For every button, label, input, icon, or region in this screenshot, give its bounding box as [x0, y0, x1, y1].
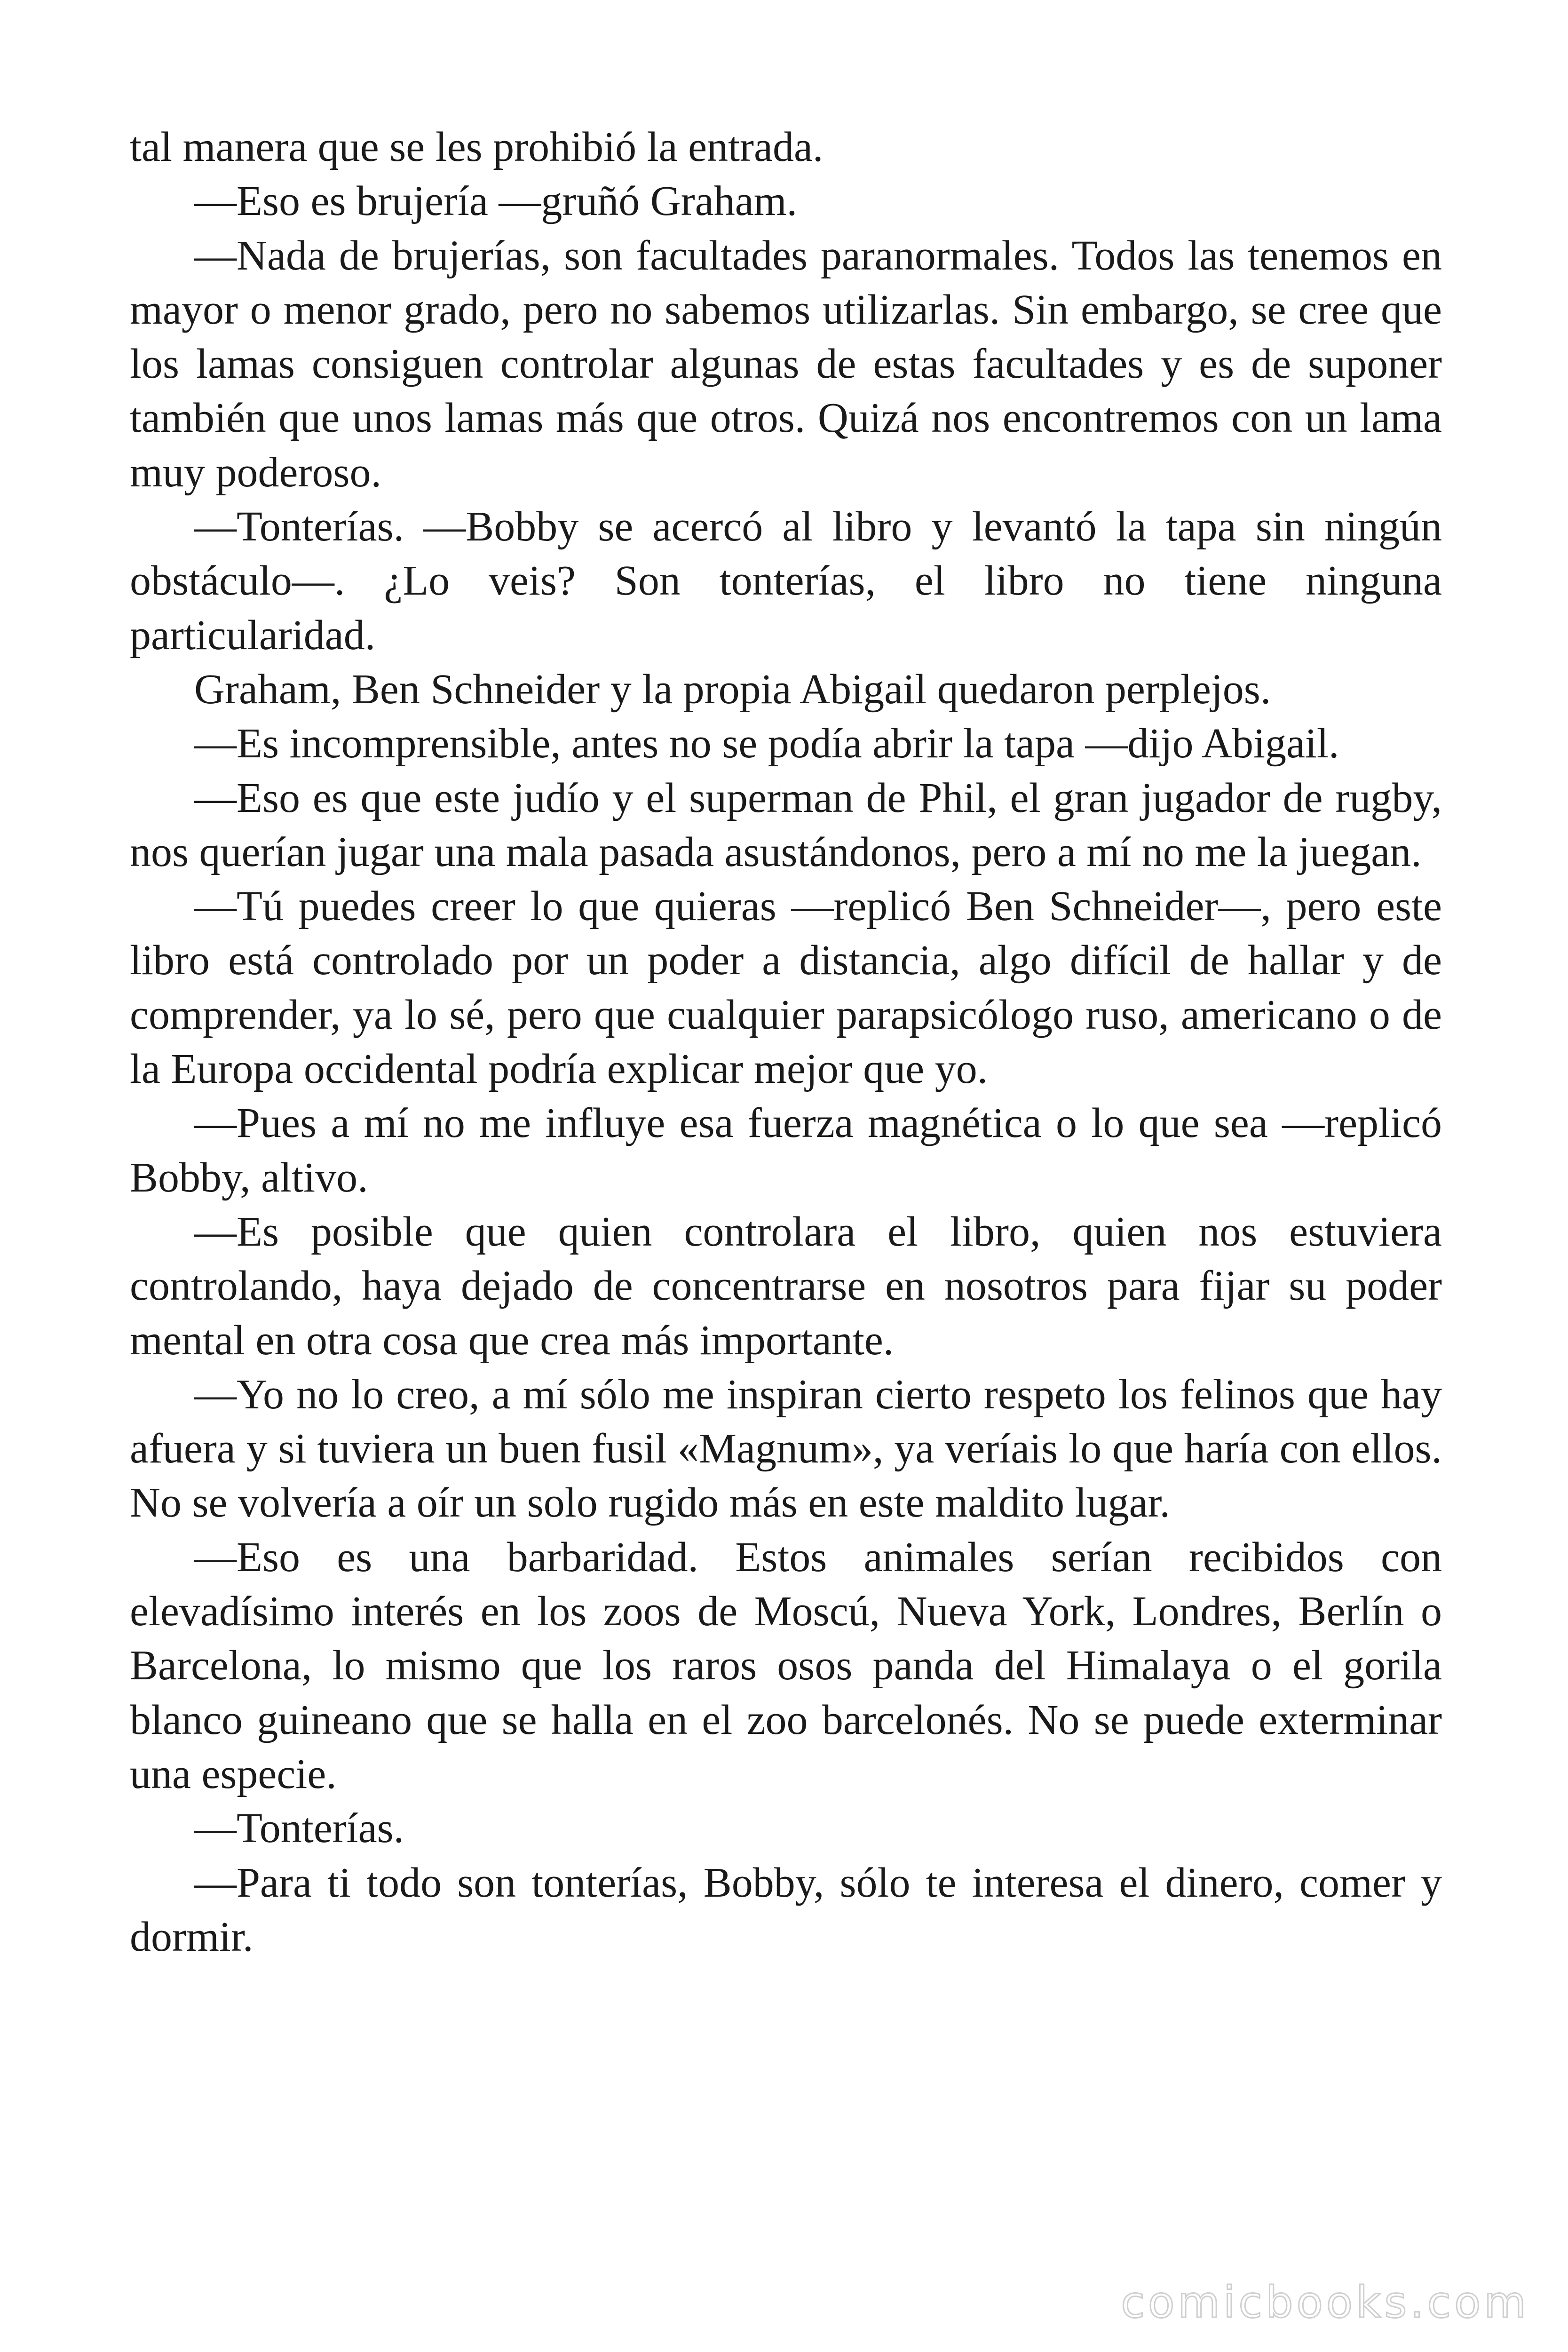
paragraph-11: —Yo no lo creo, a mí sólo me inspiran cierto respeto los felinos que hay afuera y si tuviera un buen fusil «Magnum», ya veríais lo que haría con ellos. No se volvería a oír un solo rugido más en este maldito lugar. — [130, 1371, 1442, 1526]
paragraph-12: —Eso es una barbaridad. Estos animales serían recibidos con elevadísimo interés en los zoos de Moscú, Nueva York, Londres, Berlín o Barcelona, lo mismo que los raros osos panda del Himalaya o el gorila blanco guineano que se halla en el zoo barcelonés. No se puede exterminar una especie. — [130, 1534, 1442, 1797]
paragraph-3: —Nada de brujerías, son facultades paranormales. Todos las tenemos en mayor o menor grado, pero no sabemos utilizarlas. Sin embargo, se cree que los lamas consiguen controlar algunas de estas facultades y es de suponer también que unos lamas más que otros. Quizá nos encontremos con un lama muy poderoso. — [130, 232, 1442, 496]
paragraph-1: tal manera que se les prohibió la entrada. — [130, 124, 824, 170]
paragraph-8: —Tú puedes creer lo que quieras —replicó Ben Schneider—, pero este libro está controlado por un poder a distancia, algo difícil de hallar y de comprender, ya lo sé, pero que cualquier parapsicólogo ruso, americano o de la Europa occidental podría explicar mejor que yo. — [130, 883, 1442, 1093]
watermark: comicbooks.com — [1121, 2277, 1529, 2328]
page-text — [130, 120, 1442, 1964]
paragraph-7: —Eso es que este judío y el superman de Phil, el gran jugador de rugby, nos querían jugar una mala pasada asustándonos, pero a mí no me la juegan. — [130, 774, 1442, 875]
paragraph-4: —Tonterías. —Bobby se acercó al libro y levantó la tapa sin ningún obstáculo—. ¿Lo veis? Son tonterías, el libro no tiene ninguna particularidad. — [130, 503, 1442, 659]
paragraph-2: —Eso es brujería —gruñó Graham. — [194, 178, 798, 225]
paragraph-6: —Es incomprensible, antes no se podía abrir la tapa —dijo Abigail. — [194, 720, 1339, 767]
paragraph-9: —Pues a mí no me influye esa fuerza magnética o lo que sea —replicó Bobby, altivo. — [130, 1100, 1442, 1201]
paragraph-10: —Es posible que quien controlara el libro, quien nos estuviera controlando, haya dejado de concentrarse en nosotros para fijar su poder mental en otra cosa que crea más importante. — [130, 1208, 1442, 1364]
paragraph-5: Graham, Ben Schneider y la propia Abigail quedaron perplejos. — [194, 666, 1271, 713]
paragraph-13: —Tonterías. — [194, 1805, 404, 1852]
paragraph-14: —Para ti todo son tonterías, Bobby, sólo te interesa el dinero, comer y dormir. — [130, 1859, 1442, 1960]
